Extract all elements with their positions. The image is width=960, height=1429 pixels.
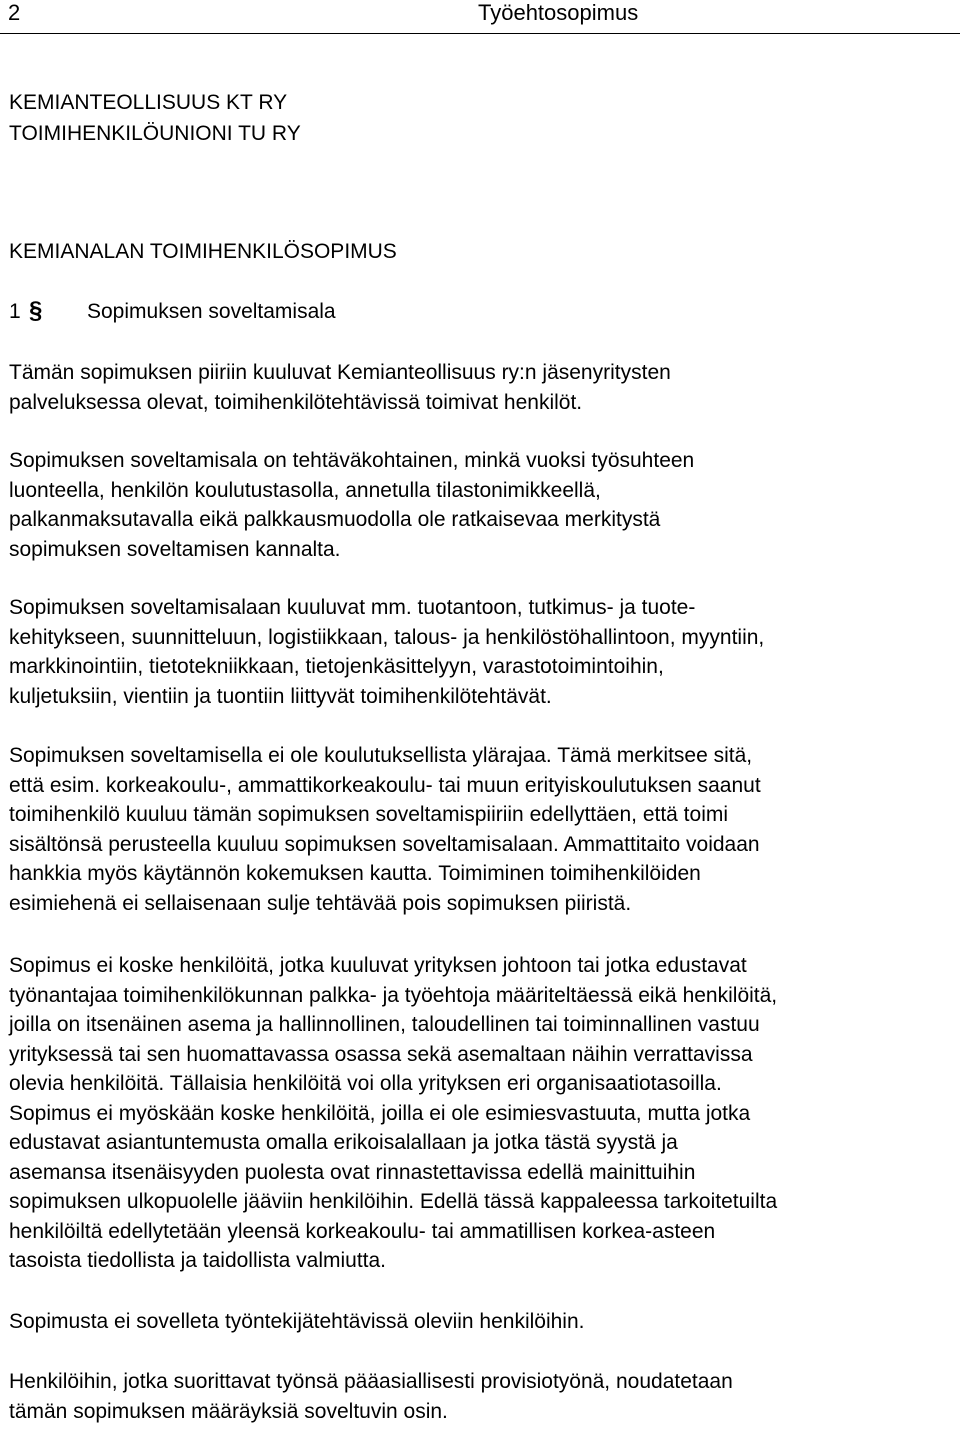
- paragraph-line: joilla on itsenäinen asema ja hallinnollinen, taloudellinen tai toiminnallinen vastuu: [9, 1013, 760, 1036]
- paragraph-line: Sopimus ei koske henkilöitä, jotka kuuluvat yrityksen johtoon tai jotka edustavat: [9, 954, 747, 977]
- paragraph-education: [9, 741, 954, 918]
- paragraph-line: Sopimus ei myöskään koske henkilöitä, joilla ei ole esimiesvastuuta, mutta jotka: [9, 1101, 751, 1125]
- paragraph-task-based: [9, 446, 954, 564]
- paragraph-included-tasks: [9, 593, 954, 711]
- party-employer: KEMIANTEOLLISUUS KT RY: [9, 91, 288, 114]
- paragraph-line: luonteella, henkilön koulutustasolla, annetulla tilastonimikkeellä,: [9, 478, 601, 502]
- paragraph-workers-excluded: [9, 1307, 954, 1337]
- paragraph-commission: [9, 1367, 954, 1426]
- parties-block: [9, 87, 954, 149]
- paragraph-line: Sopimuksen soveltamisala on tehtäväkohtainen, minkä vuoksi työsuhteen: [9, 449, 695, 472]
- paragraph-line: olevia henkilöitä. Tällaisia henkilöitä voi olla yrityksen eri organisaatiotasoilla.: [9, 1072, 722, 1095]
- paragraph-line: tasoista tiedollista ja taidollista valmiutta.: [9, 1249, 387, 1272]
- paragraph-line: sisältönsä perusteella kuuluu sopimuksen soveltamisalaan. Ammattitaito voidaan: [9, 832, 760, 856]
- paragraph-line: markkinointiin, tietotekniikkaan, tietojenkäsittelyyn, varastotoimintoihin,: [9, 655, 664, 678]
- paragraph-line: kuljetuksiin, vientiin ja tuontiin liittyvät toimihenkilötehtävät.: [9, 684, 552, 708]
- section-title: Sopimuksen soveltamisala: [87, 300, 336, 323]
- page-number: 2: [8, 0, 21, 25]
- section-number: 1: [9, 300, 21, 323]
- paragraph-line: kehitykseen, suunnitteluun, logistiikkaan, talous- ja henkilöstöhallintoon, myyntiin,: [9, 625, 765, 649]
- paragraph-line: esimiehenä ei sellaisenaan sulje tehtävää pois sopimuksen piiristä.: [9, 891, 632, 915]
- running-title: Työehtosopimus: [478, 0, 639, 25]
- paragraph-line: Sopimusta ei sovelleta työntekijätehtävissä oleviin henkilöihin.: [9, 1310, 585, 1333]
- party-union: TOIMIHENKILÖUNIONI TU RY: [9, 122, 301, 145]
- paragraph-line: hankkia myös käytännön kokemuksen kautta. Toimiminen toimihenkilöiden: [9, 862, 701, 885]
- paragraph-exclusions: [9, 951, 954, 1276]
- page-header: [0, 0, 960, 34]
- paragraph-line: työnantajaa toimihenkilökunnan palkka- ja työehtoja määriteltäessä eikä henkilöitä,: [9, 983, 778, 1007]
- paragraph-line: palveluksessa olevat, toimihenkilötehtävissä toimivat henkilöt.: [9, 390, 583, 414]
- paragraph-line: että esim. korkeakoulu-, ammattikorkeakoulu- tai muun erityiskoulutuksen saanut: [9, 773, 761, 797]
- section-sign: §: [29, 297, 43, 324]
- paragraph-line: Henkilöihin, jotka suorittavat työnsä pääasiallisesti provisiotyönä, noudatetaan: [9, 1370, 733, 1393]
- paragraph-line: yrityksessä tai sen huomattavassa osassa sekä asemaltaan näihin verrattavissa: [9, 1042, 753, 1066]
- paragraph-line: Sopimuksen soveltamisella ei ole koulutuksellista ylärajaa. Tämä merkitsee sitä,: [9, 744, 753, 767]
- section-heading: [9, 296, 336, 327]
- paragraph-line: palkanmaksutavalla eikä palkkausmuodolla ole ratkaisevaa merkitystä: [9, 508, 661, 531]
- paragraph-line: tämän sopimuksen määräyksiä soveltuvin osin.: [9, 1399, 448, 1423]
- paragraph-line: edustavat asiantuntemusta omalla erikoisalallaan ja jotka tästä syystä ja: [9, 1131, 678, 1154]
- paragraph-line: henkilöiltä edellytetään yleensä korkeakoulu- tai ammatillisen korkea-asteen: [9, 1219, 716, 1243]
- paragraph-line: Tämän sopimuksen piiriin kuuluvat Kemianteollisuus ry:n jäsenyritysten: [9, 361, 671, 384]
- paragraph-line: sopimuksen soveltamisen kannalta.: [9, 537, 341, 561]
- paragraph-line: toimihenkilö kuuluu tämän sopimuksen soveltamispiiriin edellyttäen, että toimi: [9, 803, 729, 826]
- paragraph-line: Sopimuksen soveltamisalaan kuuluvat mm. tuotantoon, tutkimus- ja tuote-: [9, 596, 696, 619]
- paragraph-scope: [9, 358, 954, 417]
- document-title: KEMIANALAN TOIMIHENKILÖSOPIMUS: [9, 240, 397, 263]
- paragraph-line: sopimuksen ulkopuolelle jääviin henkilöihin. Edellä tässä kappaleessa tarkoitetuilta: [9, 1190, 778, 1213]
- paragraph-line: asemansa itsenäisyyden puolesta ovat rinnastettavissa edellä mainittuihin: [9, 1160, 696, 1184]
